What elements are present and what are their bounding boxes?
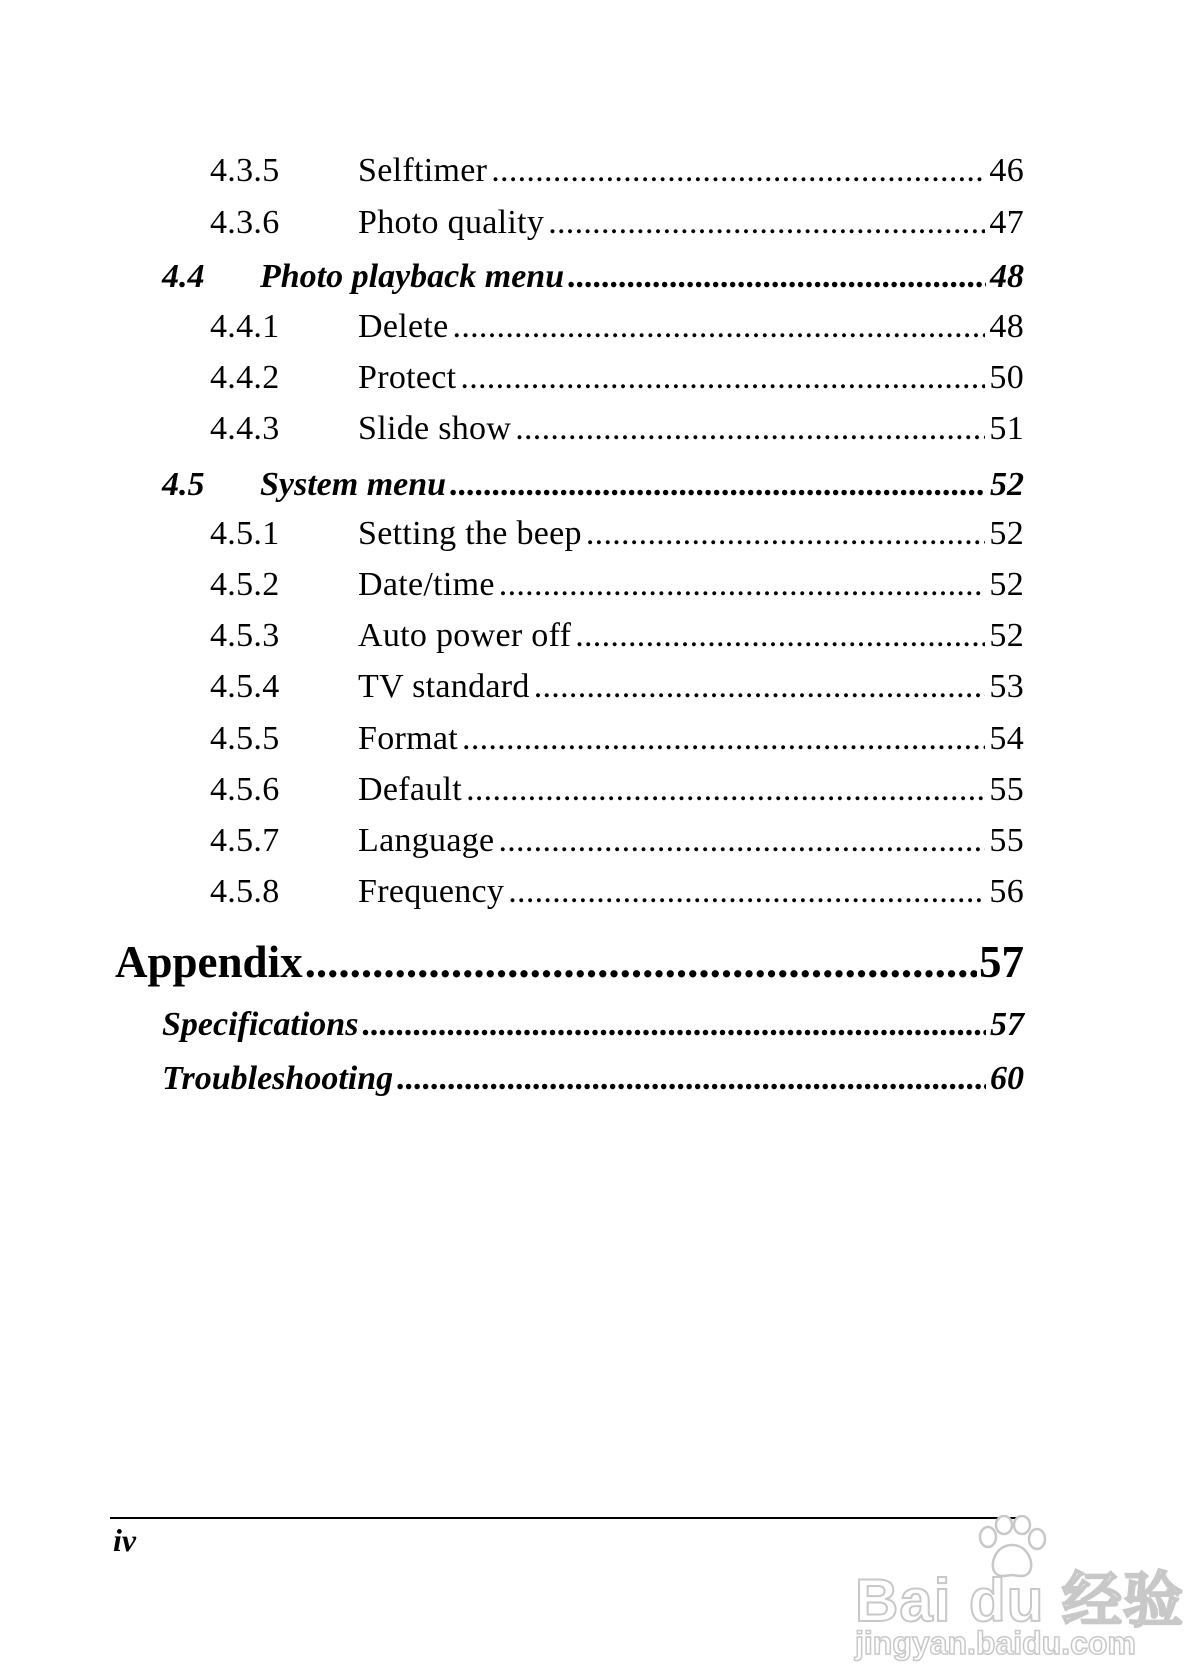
toc-leader-dots: [362, 1006, 986, 1044]
toc-entry-page: 46: [989, 152, 1024, 189]
toc-entry-number: 4.3.5: [210, 152, 280, 189]
toc-entry-title: Specifications: [162, 1006, 359, 1043]
toc-entry-page: 52: [989, 617, 1024, 654]
toc-entry-number: 4.5.8: [210, 873, 280, 910]
toc-entry-4-4-2[interactable]: [210, 359, 1024, 397]
toc-entry-4-5[interactable]: [162, 466, 1024, 504]
toc-entry-4-5-3[interactable]: [210, 617, 1024, 655]
toc-entry-page: 57: [990, 1006, 1024, 1043]
toc-entry-page: 52: [989, 566, 1024, 603]
toc-leader-dots: [305, 936, 977, 988]
toc-leader-dots: [460, 359, 985, 397]
watermark-brand: Bai du 经验: [855, 1567, 1185, 1634]
toc-leader-dots: [450, 466, 986, 504]
toc-entry-number: 4.5.2: [210, 566, 280, 603]
toc-entry-4-4[interactable]: [162, 258, 1024, 296]
toc-entry-title: TV standard: [358, 668, 530, 705]
toc-leader-dots: [462, 720, 985, 758]
toc-entry-title: Auto power off: [358, 617, 572, 654]
toc-entry-troubleshooting[interactable]: [162, 1060, 1024, 1098]
toc-leader-dots: [568, 258, 986, 296]
toc-entry-number: 4.5.4: [210, 668, 280, 705]
toc-entry-title: Setting the beep: [358, 515, 582, 552]
toc-entry-title: Appendix: [115, 937, 303, 987]
toc-leader-dots: [498, 822, 985, 860]
toc-entry-title: Date/time: [358, 566, 495, 603]
toc-entry-page: 55: [989, 822, 1024, 859]
watermark: [855, 1515, 1185, 1665]
toc-entry-title: Selftimer: [358, 152, 488, 189]
toc-entry-4-4-1[interactable]: [210, 308, 1024, 346]
toc-entry-number: 4.4.2: [210, 359, 280, 396]
toc-entry-number: 4.4: [162, 258, 205, 295]
toc-entry-4-4-3[interactable]: [210, 410, 1024, 448]
toc-leader-dots: [575, 617, 985, 655]
toc-entry-page: 55: [989, 771, 1024, 808]
toc-leader-dots: [508, 873, 985, 911]
footer-page-number: iv: [113, 1522, 137, 1558]
toc-entry-number: 4.5.5: [210, 720, 280, 757]
toc-entry-title: Format: [358, 720, 459, 757]
toc-leader-dots: [534, 668, 986, 706]
toc-entry-number: 4.5: [162, 466, 205, 503]
toc-entry-page: 48: [990, 258, 1024, 295]
toc-entry-page: 53: [989, 668, 1024, 705]
toc-entry-page: 50: [989, 359, 1024, 396]
toc-entry-title: Default: [358, 771, 463, 808]
toc-entry-number: 4.5.3: [210, 617, 280, 654]
toc-leader-dots: [499, 566, 986, 604]
toc-entry-page: 56: [989, 873, 1024, 910]
toc-entry-4-5-7[interactable]: [210, 822, 1024, 860]
toc-entry-page: 60: [990, 1060, 1024, 1097]
toc-leader-dots: [466, 771, 985, 809]
toc-leader-dots: [397, 1060, 986, 1098]
toc-entry-title: Frequency: [358, 873, 505, 910]
toc-entry-title: System menu: [260, 466, 447, 503]
toc-entry-4-3-6[interactable]: [210, 204, 1024, 242]
toc-entry-title: Language: [358, 822, 495, 859]
watermark-url: jingyan.baidu.com: [855, 1625, 1136, 1661]
toc-entry-number: 4.4.1: [210, 308, 280, 345]
toc-entry-title: Photo playback menu: [260, 258, 565, 295]
toc-entry-page: 57: [979, 937, 1024, 987]
toc-entry-page: 48: [989, 308, 1024, 345]
toc-entry-title: Slide show: [358, 410, 512, 447]
toc-entry-4-5-5[interactable]: [210, 720, 1024, 758]
toc-entry-4-3-5[interactable]: [210, 152, 1024, 190]
toc-entry-number: 4.3.6: [210, 204, 280, 241]
toc-entry-page: 52: [989, 515, 1024, 552]
toc-leader-dots: [491, 152, 985, 190]
toc-entry-4-5-8[interactable]: [210, 873, 1024, 911]
toc-entry-appendix[interactable]: [115, 936, 1024, 988]
toc-entry-title: Delete: [358, 308, 449, 345]
toc-entry-page: 52: [990, 466, 1024, 503]
toc-entry-number: 4.4.3: [210, 410, 280, 447]
toc-entry-4-5-6[interactable]: [210, 771, 1024, 809]
toc-entry-number: 4.5.1: [210, 515, 280, 552]
toc-entry-4-5-1[interactable]: [210, 515, 1024, 553]
toc-leader-dots: [515, 410, 985, 448]
toc-leader-dots: [548, 204, 985, 242]
toc-entry-4-5-2[interactable]: [210, 566, 1024, 604]
toc-entry-number: 4.5.6: [210, 771, 280, 808]
toc-entry-page: 54: [989, 720, 1024, 757]
toc-entry-page: 47: [989, 204, 1024, 241]
toc-entry-page: 51: [989, 410, 1024, 447]
toc-entry-specifications[interactable]: [162, 1006, 1024, 1044]
toc-entry-title: Protect: [358, 359, 457, 396]
toc-entry-4-5-4[interactable]: [210, 668, 1024, 706]
toc-entry-number: 4.5.7: [210, 822, 280, 859]
toc-entry-title: Troubleshooting: [162, 1060, 394, 1097]
toc-leader-dots: [586, 515, 986, 553]
toc-leader-dots: [453, 308, 986, 346]
toc-entry-title: Photo quality: [358, 204, 545, 241]
